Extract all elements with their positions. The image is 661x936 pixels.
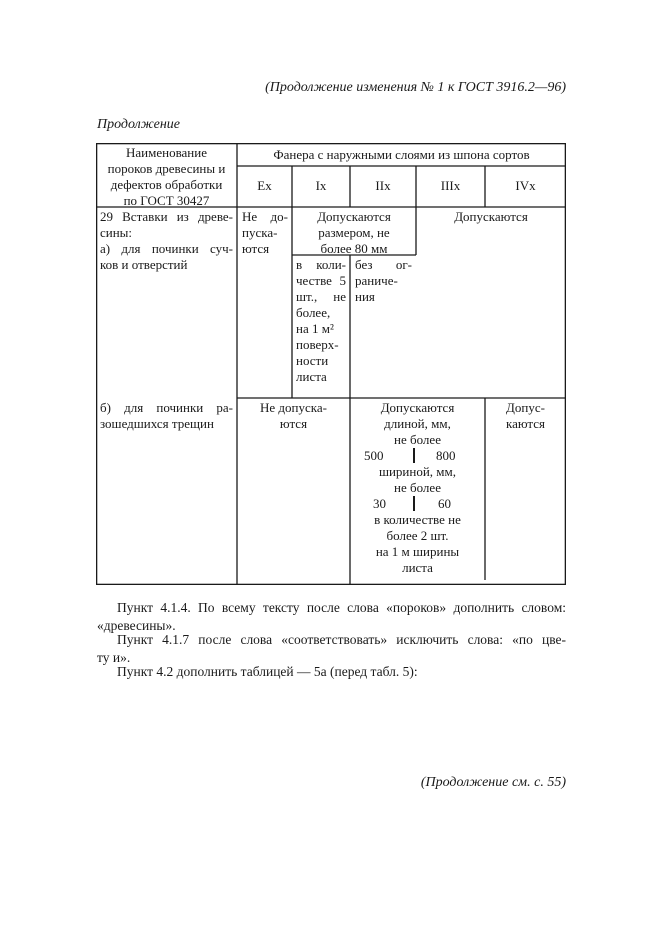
grade-header-ix: Ix — [315, 178, 327, 193]
col1-header: Наименование пороков древесины и дефектов обработки по ГОСТ 30427 — [107, 145, 226, 208]
paragraph-4-1-7: Пункт 4.1.7 после слова «соответствовать» исключить слова: «по цве- ту и». — [97, 632, 566, 665]
continued-label: Продолжение — [97, 117, 180, 132]
grade-header-iiix: IIIx — [440, 178, 461, 193]
paragraph-4-2: Пункт 4.2 дополнить таблицей — 5а (перед табл. 5): — [117, 664, 418, 679]
rowb-ex-ix: Не допуска- ются — [260, 400, 327, 431]
width-values — [350, 496, 485, 512]
width-value-iiix: 60 — [438, 496, 451, 511]
defects-table — [96, 143, 566, 585]
row29-ex: Не до- пуска- ются — [242, 209, 288, 256]
row29-ix-iix-top: Допускаются размером, не более 80 мм — [317, 209, 391, 256]
row29-ix-bottom: в коли- честве 5 шт., не более, на 1 м² поверх- ности листа — [296, 257, 346, 384]
row29-iix-bottom: без ог- раниче- ния — [355, 257, 412, 304]
value-separator — [413, 448, 415, 463]
length-values — [350, 448, 485, 464]
row29-iiix-ivx: Допускаются — [454, 209, 528, 224]
paragraph-4-1-4: Пункт 4.1.4. По всему тексту после слова «пороков» дополнить словом: «древесины». — [97, 600, 566, 633]
rowb-name: б) для починки ра- зошедшихся трещин — [100, 400, 233, 431]
continuation-header: (Продолжение изменения № 1 к ГОСТ 3916.2—96) — [265, 80, 566, 95]
grade-header-ex: Ex — [257, 178, 272, 193]
length-value-iiix: 800 — [436, 448, 456, 463]
group-header: Фанера с наружными слоями из шпона сортов — [273, 147, 530, 162]
grade-header-iix: IIx — [375, 178, 391, 193]
value-separator — [413, 496, 415, 511]
width-value-iix: 30 — [373, 496, 386, 511]
length-value-iix: 500 — [364, 448, 384, 463]
row29-name: 29 Вставки из древе- сины: а) для починки суч- ков и отверстий — [100, 209, 233, 272]
rowb-ivx: Допус- каются — [505, 400, 546, 431]
continuation-footer: (Продолжение см. с. 55) — [420, 775, 566, 790]
rowb-iix-iiix: Допускаются длиной, мм, не более 500 800 шириной, мм, не более 30 60 в количестве не более 2 шт. на 1 м ширины листа — [350, 400, 485, 576]
grade-header-ivx: IVx — [515, 178, 536, 193]
